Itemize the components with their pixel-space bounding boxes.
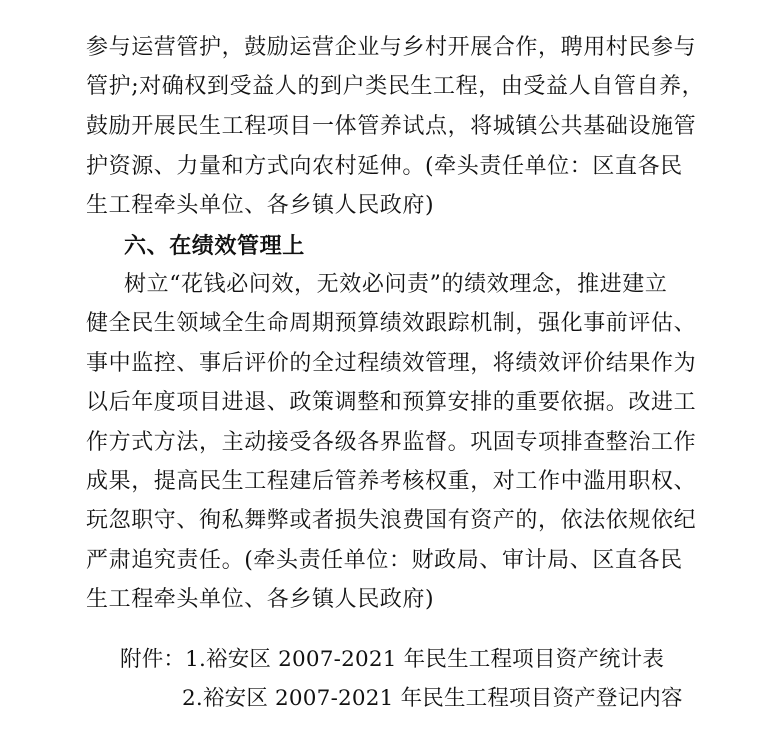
attachment-line: 2.裕安区 2007-2021 年民生工程项目资产登记内容	[182, 686, 683, 711]
paragraph-line: 鼓励开展民生工程项目一体管养试点，将城镇公共基础设施管	[86, 114, 697, 139]
section-heading: 六、在绩效管理上	[124, 233, 305, 259]
paragraph-line: 作方式方法，主动接受各级各界监督。巩固专项排查整治工作	[86, 430, 697, 455]
paragraph-line: 玩忽职守、徇私舞弊或者损失浪费国有资产的，依法依规依纪	[86, 508, 697, 533]
paragraph-line: 护资源、力量和方式向农村延伸。(牵头责任单位：区直各民	[86, 154, 683, 179]
paragraph-line: 生工程牵头单位、各乡镇人民政府)	[86, 193, 435, 218]
paragraph-line: 参与运营管护，鼓励运营企业与乡村开展合作，聘用村民参与	[86, 35, 697, 60]
paragraph-line: 严肃追究责任。(牵头责任单位：财政局、审计局、区直各民	[86, 548, 683, 573]
paragraph-line: 健全民生领域全生命周期预算绩效跟踪机制，强化事前评估、	[86, 311, 697, 336]
paragraph-line: 事中监控、事后评价的全过程绩效管理，将绩效评价结果作为	[86, 351, 697, 376]
paragraph-line: 树立“花钱必问效，无效必问责”的绩效理念，推进建立	[124, 272, 668, 297]
paragraph-line: 以后年度项目进退、政策调整和预算安排的重要依据。改进工	[86, 390, 697, 415]
paragraph-line: 成果，提高民生工程建后管养考核权重，对工作中滥用职权、	[86, 469, 697, 494]
paragraph-line: 管护;对确权到受益人的到户类民生工程，由受益人自管自养，	[86, 74, 705, 99]
paragraph-line: 生工程牵头单位、各乡镇人民政府)	[86, 587, 435, 612]
attachment-line: 附件：1.裕安区 2007-2021 年民生工程项目资产统计表	[120, 647, 665, 672]
